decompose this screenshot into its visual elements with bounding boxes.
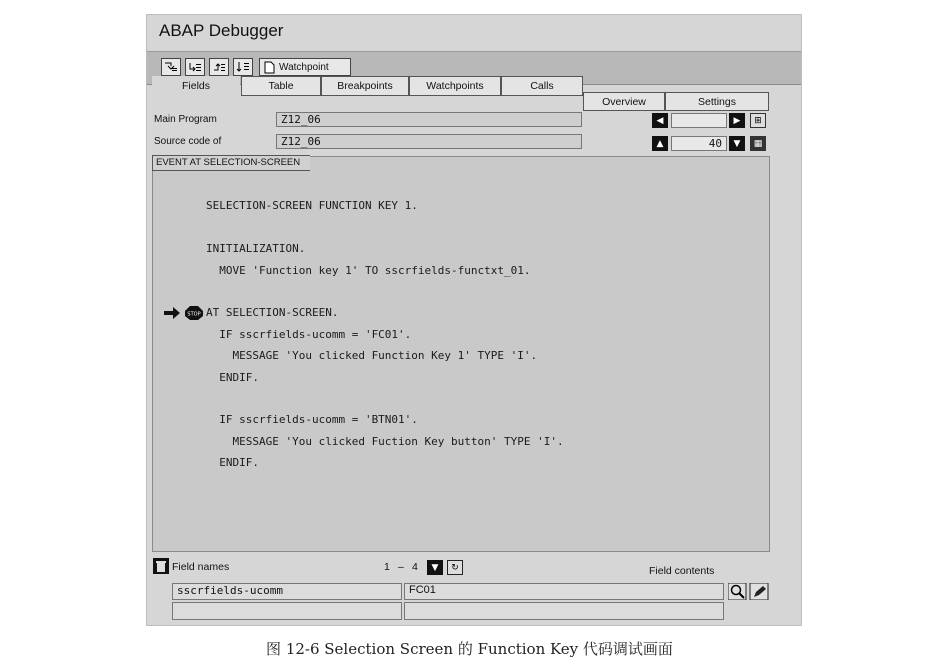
range-start: 1 [384,561,390,573]
code-line [206,388,564,409]
figure-caption: 图 12-6 Selection Screen 的 Function Key 代码调试画面 [266,640,673,658]
tab-calls[interactable]: Calls [501,76,583,96]
display-icon: ▦ [753,138,763,149]
current-statement-arrow-icon [164,307,180,319]
trash-button[interactable] [153,558,169,574]
stop-breakpoint-icon[interactable] [185,306,203,320]
field-contents-label: Field contents [649,565,715,577]
single-step-icon [164,61,178,73]
trash-icon [153,558,169,574]
code-line: IF sscrfields-ucomm = 'BTN01'. [206,413,418,427]
source-code-label: Source code of [154,136,222,147]
main-program-label: Main Program [154,114,217,125]
return-icon [212,61,226,73]
code-block [206,174,564,495]
tab-settings[interactable]: Settings [665,92,769,111]
field-action-buttons [728,583,772,600]
window-title: ABAP Debugger [159,21,284,40]
continue-icon [236,61,250,73]
display-button[interactable] [750,136,766,151]
tab-watchpoints[interactable]: Watchpoints [409,76,501,96]
watchpoint-icon [264,61,275,74]
edit-button[interactable] [750,583,768,600]
stop-label: STOP [187,311,201,318]
code-line: ENDIF. [206,456,259,470]
tab-table[interactable]: Table [241,76,321,96]
field-content-input-1[interactable]: FC01 [404,583,724,600]
chevron-down-icon: ▼ [431,562,439,573]
line-number-field[interactable]: 40 [671,136,727,151]
main-program-field: Z12_06 [276,112,582,127]
source-code-field: Z12_06 [276,134,582,149]
field-name-input-2[interactable] [172,602,402,620]
field-names-label: Field names [172,561,230,573]
code-line: MOVE 'Function key 1' TO sscrfields-functxt_01. [206,263,531,277]
refresh-button[interactable] [447,560,463,575]
return-button[interactable] [209,58,229,76]
execute-icon [188,61,202,73]
code-line: ENDIF. [206,370,259,384]
code-line: MESSAGE 'You clicked Function Key 1' TYPE 'I'. [206,349,538,363]
range-end: 4 [412,561,418,573]
range-dropdown-button[interactable] [427,560,443,575]
code-line: MESSAGE 'You clicked Fuction Key button' TYPE 'I'. [206,434,564,448]
field-content-input-2[interactable] [404,602,724,620]
code-line-current: IF sscrfields-ucomm = 'FC01'. [206,327,412,341]
scroll-right-button[interactable] [729,113,745,128]
single-step-button[interactable] [161,58,181,76]
field-name-input-1[interactable]: sscrfields-ucomm [172,583,402,600]
scroll-up-button[interactable] [652,136,668,151]
tab-overview[interactable]: Overview [583,92,665,111]
column-field[interactable] [671,113,727,128]
grid-icon: ⊞ [754,115,762,126]
watchpoint-button[interactable] [259,58,351,76]
arrow-left-icon: ◀ [656,115,664,126]
execute-button[interactable] [185,58,205,76]
code-line [206,217,564,238]
code-line: SELECTION-SCREEN FUNCTION KEY 1. [206,199,418,213]
chevron-down-icon: ▼ [733,138,741,149]
grid-button[interactable] [750,113,766,128]
tab-breakpoints[interactable]: Breakpoints [321,76,409,96]
tab-fields[interactable]: Fields [152,76,240,96]
event-tab[interactable]: EVENT AT SELECTION-SCREEN [152,155,310,171]
code-line [206,281,564,302]
arrow-up-icon: ▲ [656,138,664,149]
refresh-icon: ↻ [451,562,459,573]
current-line-markers [163,305,207,321]
arrow-right-icon: ▶ [733,115,741,126]
continue-button[interactable] [233,58,253,76]
range-separator: – [398,561,404,573]
code-line: AT SELECTION-SCREEN. [206,306,339,320]
magnify-button[interactable] [728,583,746,600]
code-line: INITIALIZATION. [206,242,306,256]
line-dropdown-button[interactable] [729,136,745,151]
watchpoint-label: Watchpoint [279,61,329,73]
scroll-left-button[interactable] [652,113,668,128]
